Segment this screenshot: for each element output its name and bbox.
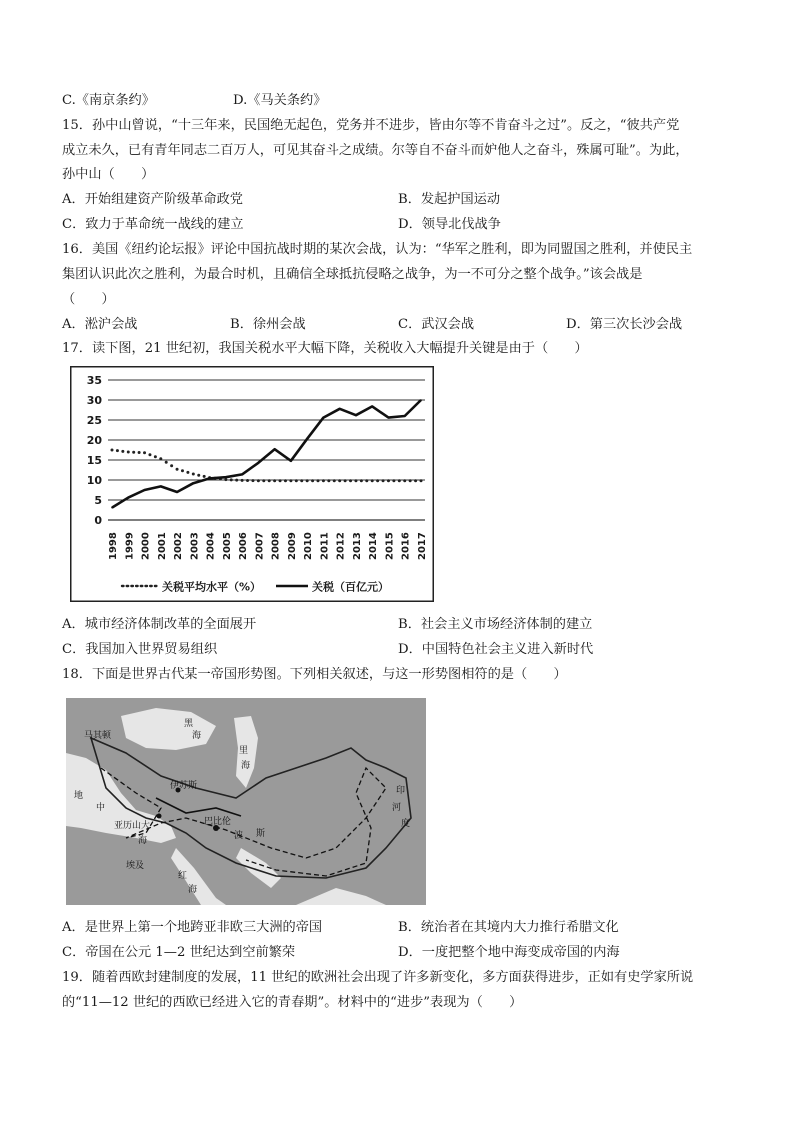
tariff-revenue-point <box>404 415 406 417</box>
map-label-du: 度 <box>401 819 411 829</box>
tariff-level-point <box>371 479 374 482</box>
q18-stem-line1: 18．下面是世界古代某一帝国形势图。下列相关叙述，与这一形势图相符的是（ ） <box>62 667 567 682</box>
tariff-level-dot <box>311 479 314 482</box>
map-label-macedonia: 马其顿 <box>84 731 112 741</box>
xtick-label: 2006 <box>238 532 250 560</box>
xtick-label: 1999 <box>124 532 136 560</box>
q15-stem-line2: 成立未久，已有青年同志二百万人，可见其奋斗之成绩。尔等自不奋斗而妒他人之奋斗，殊属可耻”。为此， <box>62 143 689 158</box>
map-label-yin: 印 <box>396 786 406 796</box>
xtick-label: 2004 <box>205 532 217 560</box>
tariff-level-dot <box>327 479 330 482</box>
tariff-level-dot <box>203 475 206 478</box>
tariff-level-dot <box>279 479 282 482</box>
q18-option-b: B．统治者在其境内大力推行希腊文化 <box>398 920 619 935</box>
tariff-level-dot <box>121 450 124 453</box>
tariff-revenue-point <box>160 486 162 488</box>
tariff-chart-svg <box>70 366 434 602</box>
tariff-level-dot <box>235 479 238 482</box>
tariff-level-dot <box>376 479 379 482</box>
ytick-label: 10 <box>86 474 102 487</box>
q16-stem-line2: 集团认识此次之胜利，为最合时机，且确信全球抵抗侵略之战争，为一不可分之整个战争。”该会战是 <box>62 267 643 282</box>
ytick-label: 25 <box>86 414 102 427</box>
tariff-revenue-point <box>290 460 292 462</box>
tariff-level-dot <box>349 479 352 482</box>
tariff-level-dot <box>186 471 189 474</box>
tariff-revenue-point <box>111 507 113 509</box>
q14-option-d: D.《马关条约》 <box>233 93 327 108</box>
tariff-level-dot <box>154 455 157 458</box>
map-label-black: 黑 <box>184 719 194 729</box>
tariff-level-point <box>289 479 292 482</box>
map-label-hong: 红 <box>178 871 188 881</box>
tariff-level-dot <box>365 479 368 482</box>
q17-option-c: C．我国加入世界贸易组织 <box>62 642 218 657</box>
tariff-level-dot <box>409 479 412 482</box>
tariff-level-dot <box>132 451 135 454</box>
legend-label-tariff-revenue: 关税（百亿元） <box>312 580 389 594</box>
xtick-label: 2008 <box>270 532 282 560</box>
q15-option-a: A．开始组建资产阶级革命政党 <box>62 192 243 207</box>
map-label-babylon: 巴比伦 <box>204 817 232 827</box>
tariff-level-dot <box>251 479 254 482</box>
map-label-alexandria: 亚历山大 <box>114 821 151 831</box>
xtick-label: 1998 <box>108 532 119 560</box>
tariff-level-point <box>192 473 195 476</box>
tariff-level-dot <box>398 479 401 482</box>
tariff-level-point <box>354 479 357 482</box>
xtick-label: 2016 <box>400 532 412 560</box>
tariff-revenue-point <box>209 478 211 480</box>
xtick-label: 2011 <box>319 532 331 560</box>
tariff-level-point <box>403 479 406 482</box>
tariff-level-dot <box>414 479 417 482</box>
tariff-revenue-point <box>193 482 195 484</box>
tariff-level-dot <box>148 453 151 456</box>
q15-stem-line3: 孙中山（ ） <box>62 167 155 182</box>
tariff-level-point <box>322 479 325 482</box>
tariff-level-dot <box>300 479 303 482</box>
map-label-zhong: 中 <box>96 803 106 813</box>
tariff-level-dot <box>360 479 363 482</box>
tariff-level-dot <box>295 479 298 482</box>
xtick-label: 2005 <box>221 532 233 560</box>
tariff-revenue-point <box>225 476 227 478</box>
tariff-revenue-point <box>258 462 260 464</box>
tariff-revenue-point <box>127 497 129 499</box>
tariff-level-point <box>111 449 114 452</box>
tariff-revenue-point <box>176 491 178 493</box>
ytick-label: 20 <box>86 434 102 447</box>
q14-option-c: C.《南京条约》 <box>62 93 155 108</box>
tariff-level-dot <box>268 479 271 482</box>
map-label-sea-4: 海 <box>188 885 198 895</box>
tariff-revenue-point <box>144 489 146 491</box>
q18-option-a: A．是世界上第一个地跨亚非欧三大洲的帝国 <box>62 920 323 935</box>
xtick-label: 2001 <box>156 532 168 560</box>
q15-option-d: D．领导北伐战争 <box>398 217 501 232</box>
tariff-level-point <box>143 451 146 454</box>
xtick-label: 2000 <box>140 532 152 560</box>
q16-option-b: B．徐州会战 <box>230 317 306 332</box>
tariff-level-point <box>306 479 309 482</box>
tariff-level-dot <box>392 479 395 482</box>
q19-stem-line1: 19．随着西欧封建制度的发展，11 世纪的欧洲社会出现了许多新变化，多方面获得进步，正如有史学家所说 <box>62 970 694 985</box>
map-label-si: 斯 <box>256 829 266 839</box>
xtick-label: 2007 <box>254 532 266 560</box>
tariff-level-point <box>176 468 179 471</box>
tariff-level-dot <box>197 474 200 477</box>
xtick-label: 2003 <box>189 532 201 560</box>
tariff-revenue-point <box>274 448 276 450</box>
map-label-egypt: 埃及 <box>126 861 145 871</box>
tariff-revenue-point <box>323 417 325 419</box>
tariff-level-dot <box>170 464 173 467</box>
xtick-label: 2017 <box>417 532 428 560</box>
ytick-label: 30 <box>86 394 102 407</box>
q16-option-c: C．武汉会战 <box>398 317 475 332</box>
q18-option-c: C．帝国在公元 1—2 世纪达到空前繁荣 <box>62 945 296 960</box>
tariff-level-point <box>273 479 276 482</box>
chart-frame <box>71 367 434 602</box>
tariff-chart <box>70 366 434 602</box>
tariff-level-dot <box>246 479 249 482</box>
tariff-revenue-point <box>420 399 422 401</box>
xtick-label: 2014 <box>368 532 380 560</box>
q15-option-c: C．致力于革命统一战线的建立 <box>62 217 244 232</box>
tariff-revenue-point <box>388 417 390 419</box>
map-label-sea-3: 海 <box>138 836 148 846</box>
tariff-level-dot <box>344 479 347 482</box>
xtick-label: 2009 <box>286 532 298 560</box>
tariff-level-point <box>241 479 244 482</box>
q18-option-d: D．一度把整个地中海变成帝国的内海 <box>398 945 620 960</box>
xtick-label: 2013 <box>351 532 363 560</box>
tariff-level-point <box>257 479 260 482</box>
tariff-level-point <box>338 479 341 482</box>
xtick-label: 2015 <box>384 532 396 560</box>
tariff-revenue-point <box>241 474 243 476</box>
q16-option-d: D．第三次长沙会战 <box>566 317 683 332</box>
tariff-level-dot <box>317 479 320 482</box>
ytick-label: 5 <box>94 494 102 507</box>
tariff-level-dot <box>116 449 119 452</box>
tariff-revenue-point <box>339 408 341 410</box>
q16-option-a: A．淞沪会战 <box>62 317 138 332</box>
tariff-level-dot <box>333 479 336 482</box>
q15-option-b: B．发起护国运动 <box>398 192 501 207</box>
empire-map-svg <box>66 698 426 905</box>
map-label-di: 地 <box>74 791 84 801</box>
tariff-level-dot <box>165 461 168 464</box>
map-label-bo: 波 <box>234 831 244 841</box>
ytick-label: 0 <box>94 514 102 527</box>
q16-stem-line1: 16．美国《纽约论坛报》评论中国抗战时期的某次会战，认为：“华军之胜利，即为同盟国之胜利，并使民主 <box>62 242 693 257</box>
q16-stem-line3: （ ） <box>62 292 115 307</box>
tariff-level-dot <box>138 451 141 454</box>
tariff-revenue-point <box>355 414 357 416</box>
map-label-he: 河 <box>392 803 402 813</box>
map-label-sea-2: 海 <box>241 761 251 771</box>
xtick-label: 2010 <box>303 532 315 560</box>
map-label-li: 里 <box>239 746 249 756</box>
tariff-level-point <box>127 451 130 454</box>
q17-option-a: A．城市经济体制改革的全面展开 <box>62 617 257 632</box>
q19-stem-line2: 的“11—12 世纪的西欧已经进入它的青春期”。材料中的“进步”表现为（ ） <box>62 995 523 1010</box>
ytick-label: 15 <box>86 454 102 467</box>
xtick-label: 2012 <box>335 532 347 560</box>
tariff-level-point <box>159 457 162 460</box>
map-label-issus: 伊苏斯 <box>170 781 198 791</box>
tariff-level-point <box>420 479 423 482</box>
tariff-level-point <box>387 479 390 482</box>
legend-label-tariff-level: 关税平均水平（%） <box>162 580 262 594</box>
tariff-revenue-point <box>306 438 308 440</box>
tariff-level-dot <box>181 469 184 472</box>
tariff-level-dot <box>284 479 287 482</box>
alexandria-marker <box>157 814 162 819</box>
tariff-level-dot <box>262 479 265 482</box>
q17-option-b: B．社会主义市场经济体制的建立 <box>398 617 593 632</box>
tariff-revenue-point <box>371 406 373 408</box>
xtick-label: 2002 <box>173 532 185 560</box>
tariff-level-dot <box>230 478 233 481</box>
q17-stem-line1: 17．读下图，21 世纪初，我国关税水平大幅下降，关税收入大幅提升关键是由于（ ） <box>62 341 588 356</box>
q17-option-d: D．中国特色社会主义进入新时代 <box>398 642 594 657</box>
map-label-sea-1: 海 <box>192 731 202 741</box>
tariff-level-dot <box>382 479 385 482</box>
ytick-label: 35 <box>86 374 102 387</box>
empire-map <box>66 698 426 905</box>
q15-stem-line1: 15．孙中山曾说，“十三年来，民国绝无起色，党务并不进步，皆由尔等不肯奋斗之过”。反之，“彼共产党 <box>62 118 680 133</box>
